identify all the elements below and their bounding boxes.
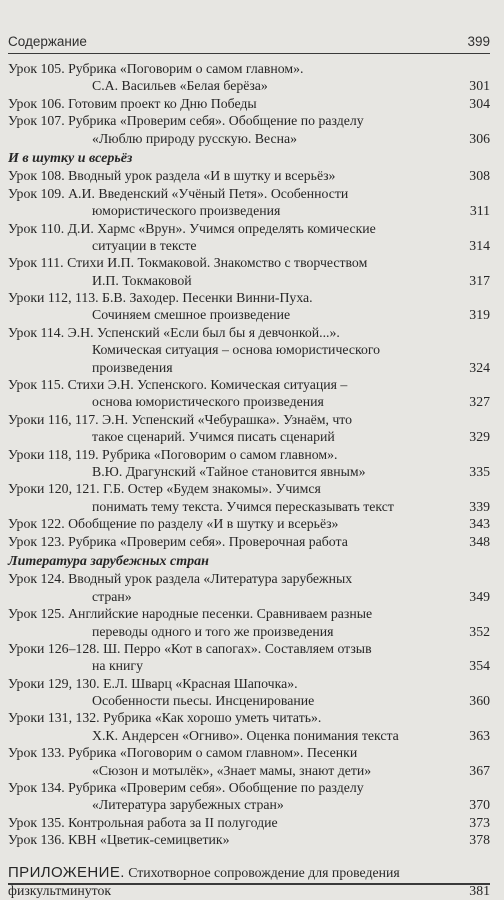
toc-entry-text: Урок 109. А.И. Введенский «Учёный Петя». Особенности	[8, 185, 349, 201]
toc-entry-text: С.А. Васильев «Белая берёза»	[92, 78, 268, 94]
toc-entry	[8, 185, 490, 202]
toc-entry	[8, 779, 490, 796]
toc-entry-text: переводы одного и того же произведения	[92, 623, 334, 639]
toc-entry	[8, 831, 490, 848]
toc-entry-text: Особенности пьесы. Инсценирование	[92, 693, 315, 709]
toc-entry-text: Урок 122. Обобщение по разделу «И в шутку и всерьёз»	[8, 516, 339, 532]
toc-entry-text: Урок 134. Рубрика «Проверим себя». Обобщение по разделу	[8, 780, 364, 796]
toc-entry	[8, 605, 490, 622]
toc-page-number: 378	[469, 832, 490, 848]
running-header	[8, 34, 490, 54]
toc-entry-continuation	[8, 237, 490, 254]
toc-page-number: 301	[469, 78, 490, 94]
toc-entry-text: стран»	[92, 588, 132, 604]
toc-page-number: 317	[469, 272, 490, 288]
toc-page-number: 304	[469, 95, 490, 111]
toc-page-number: 354	[469, 658, 490, 674]
toc-page-number: 363	[469, 727, 490, 743]
toc-entry-continuation	[8, 272, 490, 289]
toc-entry	[8, 744, 490, 761]
toc-entry	[8, 254, 490, 271]
toc-entry-continuation	[8, 588, 490, 605]
toc-entry-text: Уроки 118, 119. Рубрика «Поговорим о самом главном».	[8, 446, 338, 462]
toc-page-number: 308	[469, 168, 490, 184]
toc-entry-text: Урок 114. Э.Н. Успенский «Если был бы я девчонкой...».	[8, 324, 340, 340]
toc-entry-text: Х.К. Андерсен «Огниво». Оценка понимания текста	[92, 727, 399, 743]
toc-entry-text: В.Ю. Драгунский «Тайное становится явным»	[92, 463, 366, 479]
toc-entry	[8, 814, 490, 831]
toc-entry-text: ситуации в тексте	[92, 237, 197, 253]
toc-entry-text: «Литература зарубежных стран»	[92, 797, 284, 813]
toc-entry-text: Уроки 116, 117. Э.Н. Успенский «Чебурашка». Узнаём, что	[8, 411, 353, 427]
toc-page-number: 324	[469, 359, 490, 375]
toc-entry-text: Уроки 131, 132. Рубрика «Как хорошо уметь читать».	[8, 710, 322, 726]
toc-entry-continuation	[8, 796, 490, 813]
toc-entry-text: Урок 108. Вводный урок раздела «И в шутку и всерьёз»	[8, 168, 336, 184]
toc-page-number: 360	[469, 693, 490, 709]
toc-page-number: 327	[469, 394, 490, 410]
toc-entry	[8, 167, 490, 184]
footer-rule	[8, 883, 490, 885]
toc-page-number: 367	[469, 762, 490, 778]
toc-entry	[8, 480, 490, 497]
toc-entry-continuation	[8, 657, 490, 674]
toc-entry-text: Комическая ситуация – основа юмористического	[92, 342, 381, 358]
toc-entry-text: Уроки 126–128. Ш. Перро «Кот в сапогах». Составляем отзыв	[8, 640, 372, 656]
header-title: Содержание	[8, 34, 87, 49]
appendix-text: Стихотворное сопровождение для проведения	[128, 864, 400, 880]
toc-entry	[8, 324, 490, 341]
toc-entry-text: Урок 136. КВН «Цветик-семицветик»	[8, 832, 230, 848]
toc-page-number: 349	[469, 588, 490, 604]
header-rule	[8, 53, 490, 54]
appendix-entry	[8, 863, 490, 882]
toc-entry	[8, 411, 490, 428]
toc-entry-text: Урок 115. Стихи Э.Н. Успенского. Комическая ситуация –	[8, 377, 348, 393]
toc-page-number: 370	[469, 797, 490, 813]
appendix-text-continuation: физкультминуток	[8, 882, 112, 898]
toc-entry-text: основа юмористического произведения	[92, 394, 324, 410]
toc-entry-text: Урок 125. Английские народные песенки. Сравниваем разные	[8, 606, 373, 622]
toc-page-number: 373	[469, 814, 490, 830]
toc-entry	[8, 640, 490, 657]
toc-entry	[8, 112, 490, 129]
toc-entry	[8, 376, 490, 393]
toc-entry-continuation	[8, 727, 490, 744]
toc-entry-continuation	[8, 762, 490, 779]
toc-entry-text: И.П. Токмаковой	[92, 272, 192, 288]
toc-entry-continuation	[8, 428, 490, 445]
toc-entry-text: Урок 107. Рубрика «Проверим себя». Обобщение по разделу	[8, 113, 364, 129]
toc-entry-continuation	[8, 623, 490, 640]
table-of-contents	[8, 60, 490, 899]
toc-page-number: 319	[469, 307, 490, 323]
toc-entry-text: юмористического произведения	[92, 203, 281, 219]
toc-page-number: 314	[469, 237, 490, 253]
toc-entry	[8, 446, 490, 463]
appendix-spacer	[8, 849, 490, 863]
toc-entry-continuation	[8, 341, 490, 358]
toc-entry-text: «Сюзон и мотылёк», «Знает мамы, знают дети»	[92, 762, 372, 778]
header-page-number: 399	[467, 34, 490, 49]
toc-page-number: 329	[469, 429, 490, 445]
toc-entry	[8, 95, 490, 112]
toc-page-number: 306	[469, 130, 490, 146]
toc-entry-continuation	[8, 498, 490, 515]
toc-page-number: 335	[469, 463, 490, 479]
toc-entry	[8, 60, 490, 77]
toc-entry-text: произведения	[92, 359, 173, 375]
toc-entry	[8, 289, 490, 306]
toc-entry-continuation	[8, 463, 490, 480]
toc-entry-continuation	[8, 306, 490, 323]
toc-page-number: 348	[469, 533, 490, 549]
toc-entry-text: Урок 133. Рубрика «Поговорим о самом главном». Песенки	[8, 745, 358, 761]
toc-entry-text: Уроки 120, 121. Г.Б. Остер «Будем знакомы». Учимся	[8, 481, 321, 497]
toc-entry	[8, 515, 490, 532]
toc-entry-text: Урок 106. Готовим проект ко Дню Победы	[8, 95, 257, 111]
appendix-page-number: 381	[469, 882, 490, 898]
toc-entry-text: Урок 124. Вводный урок раздела «Литература зарубежных	[8, 571, 353, 587]
toc-page-number: 352	[469, 623, 490, 639]
toc-entry-continuation	[8, 359, 490, 376]
toc-entry	[8, 220, 490, 237]
toc-page-number: 343	[469, 516, 490, 532]
toc-entry-continuation	[8, 130, 490, 147]
toc-entry-continuation	[8, 692, 490, 709]
toc-page-number: 311	[469, 203, 490, 219]
toc-entry-text: на книгу	[92, 658, 143, 674]
toc-entry-text: Урок 123. Рубрика «Проверим себя». Проверочная работа	[8, 533, 348, 549]
toc-entry-text: Урок 111. Стихи И.П. Токмаковой. Знакомство с творчеством	[8, 255, 368, 271]
toc-entry-text: Урок 135. Контрольная работа за II полугодие	[8, 814, 278, 830]
section-heading: И в шутку и всерьёз	[8, 150, 133, 166]
appendix-title: ПРИЛОЖЕНИЕ.	[8, 863, 125, 881]
toc-page-number: 339	[469, 498, 490, 514]
toc-entry-text: Уроки 112, 113. Б.В. Заходер. Песенки Винни-Пуха.	[8, 290, 313, 306]
toc-entry	[8, 709, 490, 726]
toc-entry-text: Урок 105. Рубрика «Поговорим о самом главном».	[8, 61, 304, 76]
toc-entry	[8, 675, 490, 692]
section-heading: Литература зарубежных стран	[8, 553, 209, 569]
toc-entry-text: Уроки 129, 130. Е.Л. Шварц «Красная Шапочка».	[8, 675, 298, 691]
toc-entry-continuation	[8, 202, 490, 219]
toc-entry-text: понимать тему текста. Учимся пересказывать текст	[92, 498, 394, 514]
toc-entry-text: Урок 110. Д.И. Хармс «Врун». Учимся определять комические	[8, 220, 376, 236]
toc-entry-text: такое сценарий. Учимся писать сценарий	[92, 429, 335, 445]
toc-entry	[8, 533, 490, 550]
toc-entry-text: Сочиняем смешное произведение	[92, 307, 291, 323]
toc-entry	[8, 570, 490, 587]
toc-entry-text: «Люблю природу русскую. Весна»	[92, 130, 297, 146]
toc-entry-continuation	[8, 393, 490, 410]
toc-entry-continuation	[8, 77, 490, 94]
